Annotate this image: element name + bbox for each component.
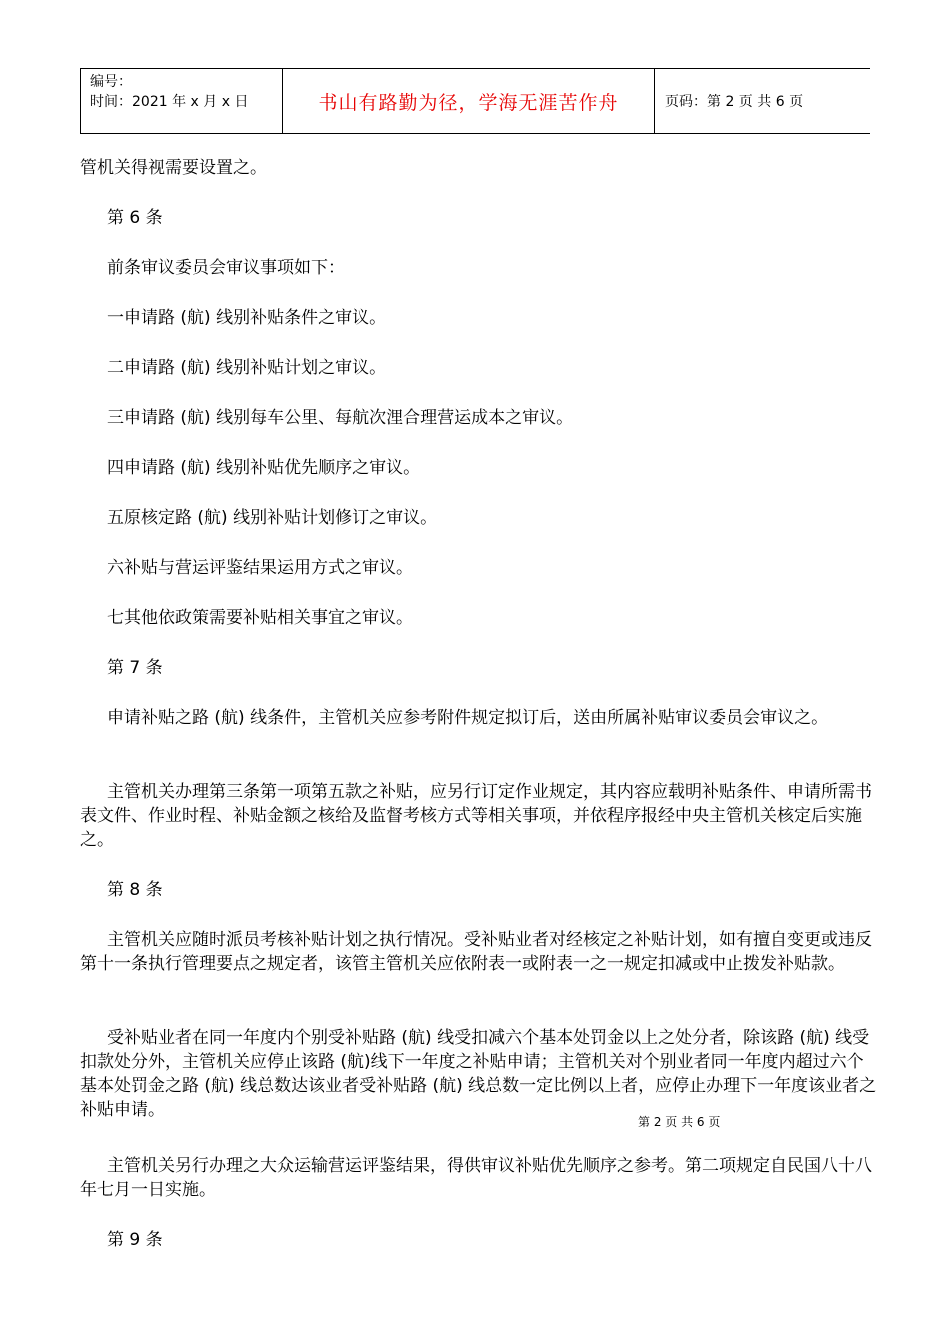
list-item: 七其他依政策需要补贴相关事宜之审议。 — [107, 608, 413, 628]
page-footer: 第 2 页 共 6 页 — [638, 1115, 721, 1129]
header-info-cell — [81, 69, 283, 133]
header-page-code: 页码：第 2 页 共 6 页 — [665, 94, 804, 110]
list-item: 三申请路 (航) 线别每车公里、每航次浬合理营运成本之审议。 — [107, 408, 574, 428]
article-8-heading: 第 8 条 — [107, 880, 163, 900]
document-number: 编号： — [90, 74, 132, 90]
article-9-heading: 第 9 条 — [107, 1230, 163, 1250]
list-item: 一申请路 (航) 线别补贴条件之审议。 — [107, 308, 387, 328]
document-header — [80, 68, 870, 134]
paragraph: 受补贴业者在同一年度内个别受补贴路 (航) 线受扣减六个基本处罚金以上之处分者，除该路 (航) 线受扣款处分外，主管机关应停止该路 (航)线下一年度之补贴申请；主管机关对个别业者同一年度内超过六个基本处罚金之路 (航) 线总数达该业者受补贴路 (航) 线总数一定比例以上者，应停止办理下一年度该业者之补贴申请。 — [80, 1028, 877, 1120]
article-6-heading: 第 6 条 — [107, 208, 163, 228]
header-motto: 书山有路勤为径，学海无涯苦作舟 — [283, 69, 655, 133]
list-item: 六补贴与营运评鉴结果运用方式之审议。 — [107, 558, 413, 578]
list-item: 五原核定路 (航) 线别补贴计划修订之审议。 — [107, 508, 438, 528]
paragraph: 申请补贴之路 (航) 线条件，主管机关应参考附件规定拟订后，送由所属补贴审议委员会审议之。 — [107, 708, 829, 728]
article-7-heading: 第 7 条 — [107, 658, 163, 678]
list-item: 二申请路 (航) 线别补贴计划之审议。 — [107, 358, 387, 378]
paragraph: 主管机关办理第三条第一项第五款之补贴，应另行订定作业规定，其内容应载明补贴条件、申请所需书表文件、作业时程、补贴金额之核给及监督考核方式等相关事项，并依程序报经中央主管机关核定后实施之。 — [80, 782, 872, 850]
document-date: 时间：2021 年 x 月 x 日 — [90, 94, 249, 110]
paragraph: 主管机关另行办理之大众运输营运评鉴结果，得供审议补贴优先顺序之参考。第二项规定自民国八十八年七月一日实施。 — [80, 1156, 872, 1200]
paragraph-continuation: 管机关得视需要设置之。 — [80, 158, 267, 178]
list-item: 四申请路 (航) 线别补贴优先顺序之审议。 — [107, 458, 421, 478]
paragraph: 主管机关应随时派员考核补贴计划之执行情况。受补贴业者对经核定之补贴计划，如有擅自变更或违反第十一条执行管理要点之规定者，该管主管机关应依附表一或附表一之一规定扣减或中止拨发补贴款。 — [80, 930, 872, 974]
paragraph: 前条审议委员会审议事项如下： — [107, 258, 345, 278]
